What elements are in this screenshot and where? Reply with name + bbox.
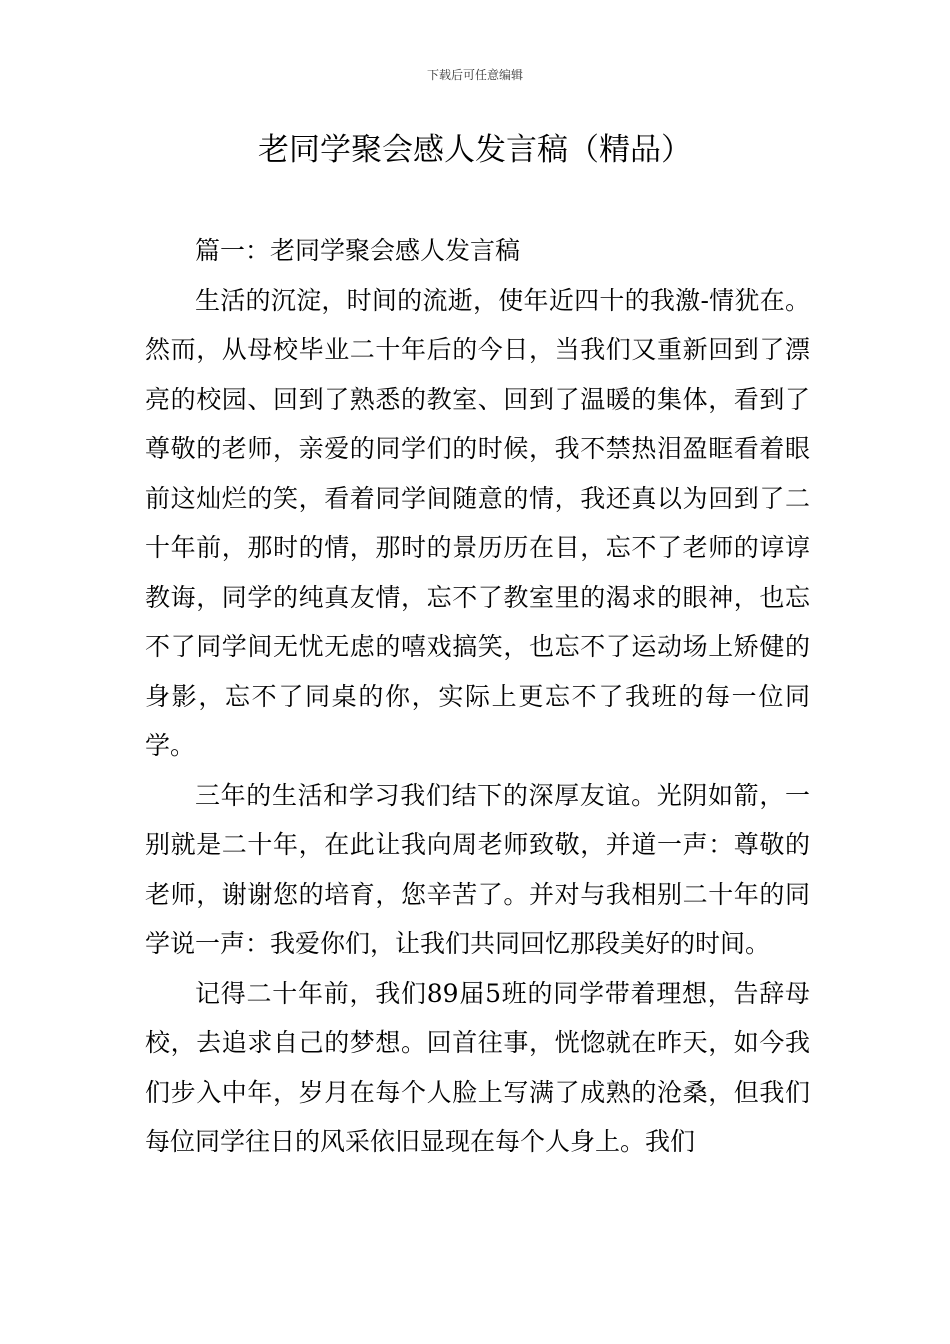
paragraph-1: 生活的沉淀，时间的流逝，使年近四十的我激-情犹在。然而，从母校毕业二十年后的今日，当我们又重新回到了漂亮的校园、回到了熟悉的教室、回到了温暖的集体，看到了尊敬的老师，亲爱的同学们的时候，我不禁热泪盈眶看着眼前这灿烂的笑，看着同学间随意的情，我还真以为回到了二十年前，那时的情，那时的景历历在目，忘不了老师的谆谆教诲，同学的纯真友情，忘不了教室里的渴求的眼神，也忘不了同学间无忧无虑的嘻戏搞笑，也忘不了运动场上矫健的身影，忘不了同桌的你，实际上更忘不了我班的每一位同学。	[145, 285, 810, 760]
paragraph-3: 记得二十年前，我们89届5班的同学带着理想，告辞母校，去追求自己的梦想。回首往事，恍惚就在昨天，如今我们步入中年，岁月在每个人脸上写满了成熟的沧桑，但我们每位同学往日的风采依旧显现在每个人身上。我们	[145, 978, 810, 1156]
section-heading: 篇一：老同学聚会感人发言稿	[195, 236, 521, 265]
document-body	[145, 226, 810, 1167]
page-header-note: 下载后可任意编辑	[426, 68, 523, 82]
document-title: 老同学聚会感人发言稿（精品）	[258, 132, 692, 168]
paragraph-2: 三年的生活和学习我们结下的深厚友谊。光阴如箭，一别就是二十年，在此让我向周老师致敬，并道一声：尊敬的老师，谢谢您的培育，您辛苦了。并对与我相别二十年的同学说一声：我爱你们，让我们共同回忆那段美好的时间。	[145, 780, 810, 958]
